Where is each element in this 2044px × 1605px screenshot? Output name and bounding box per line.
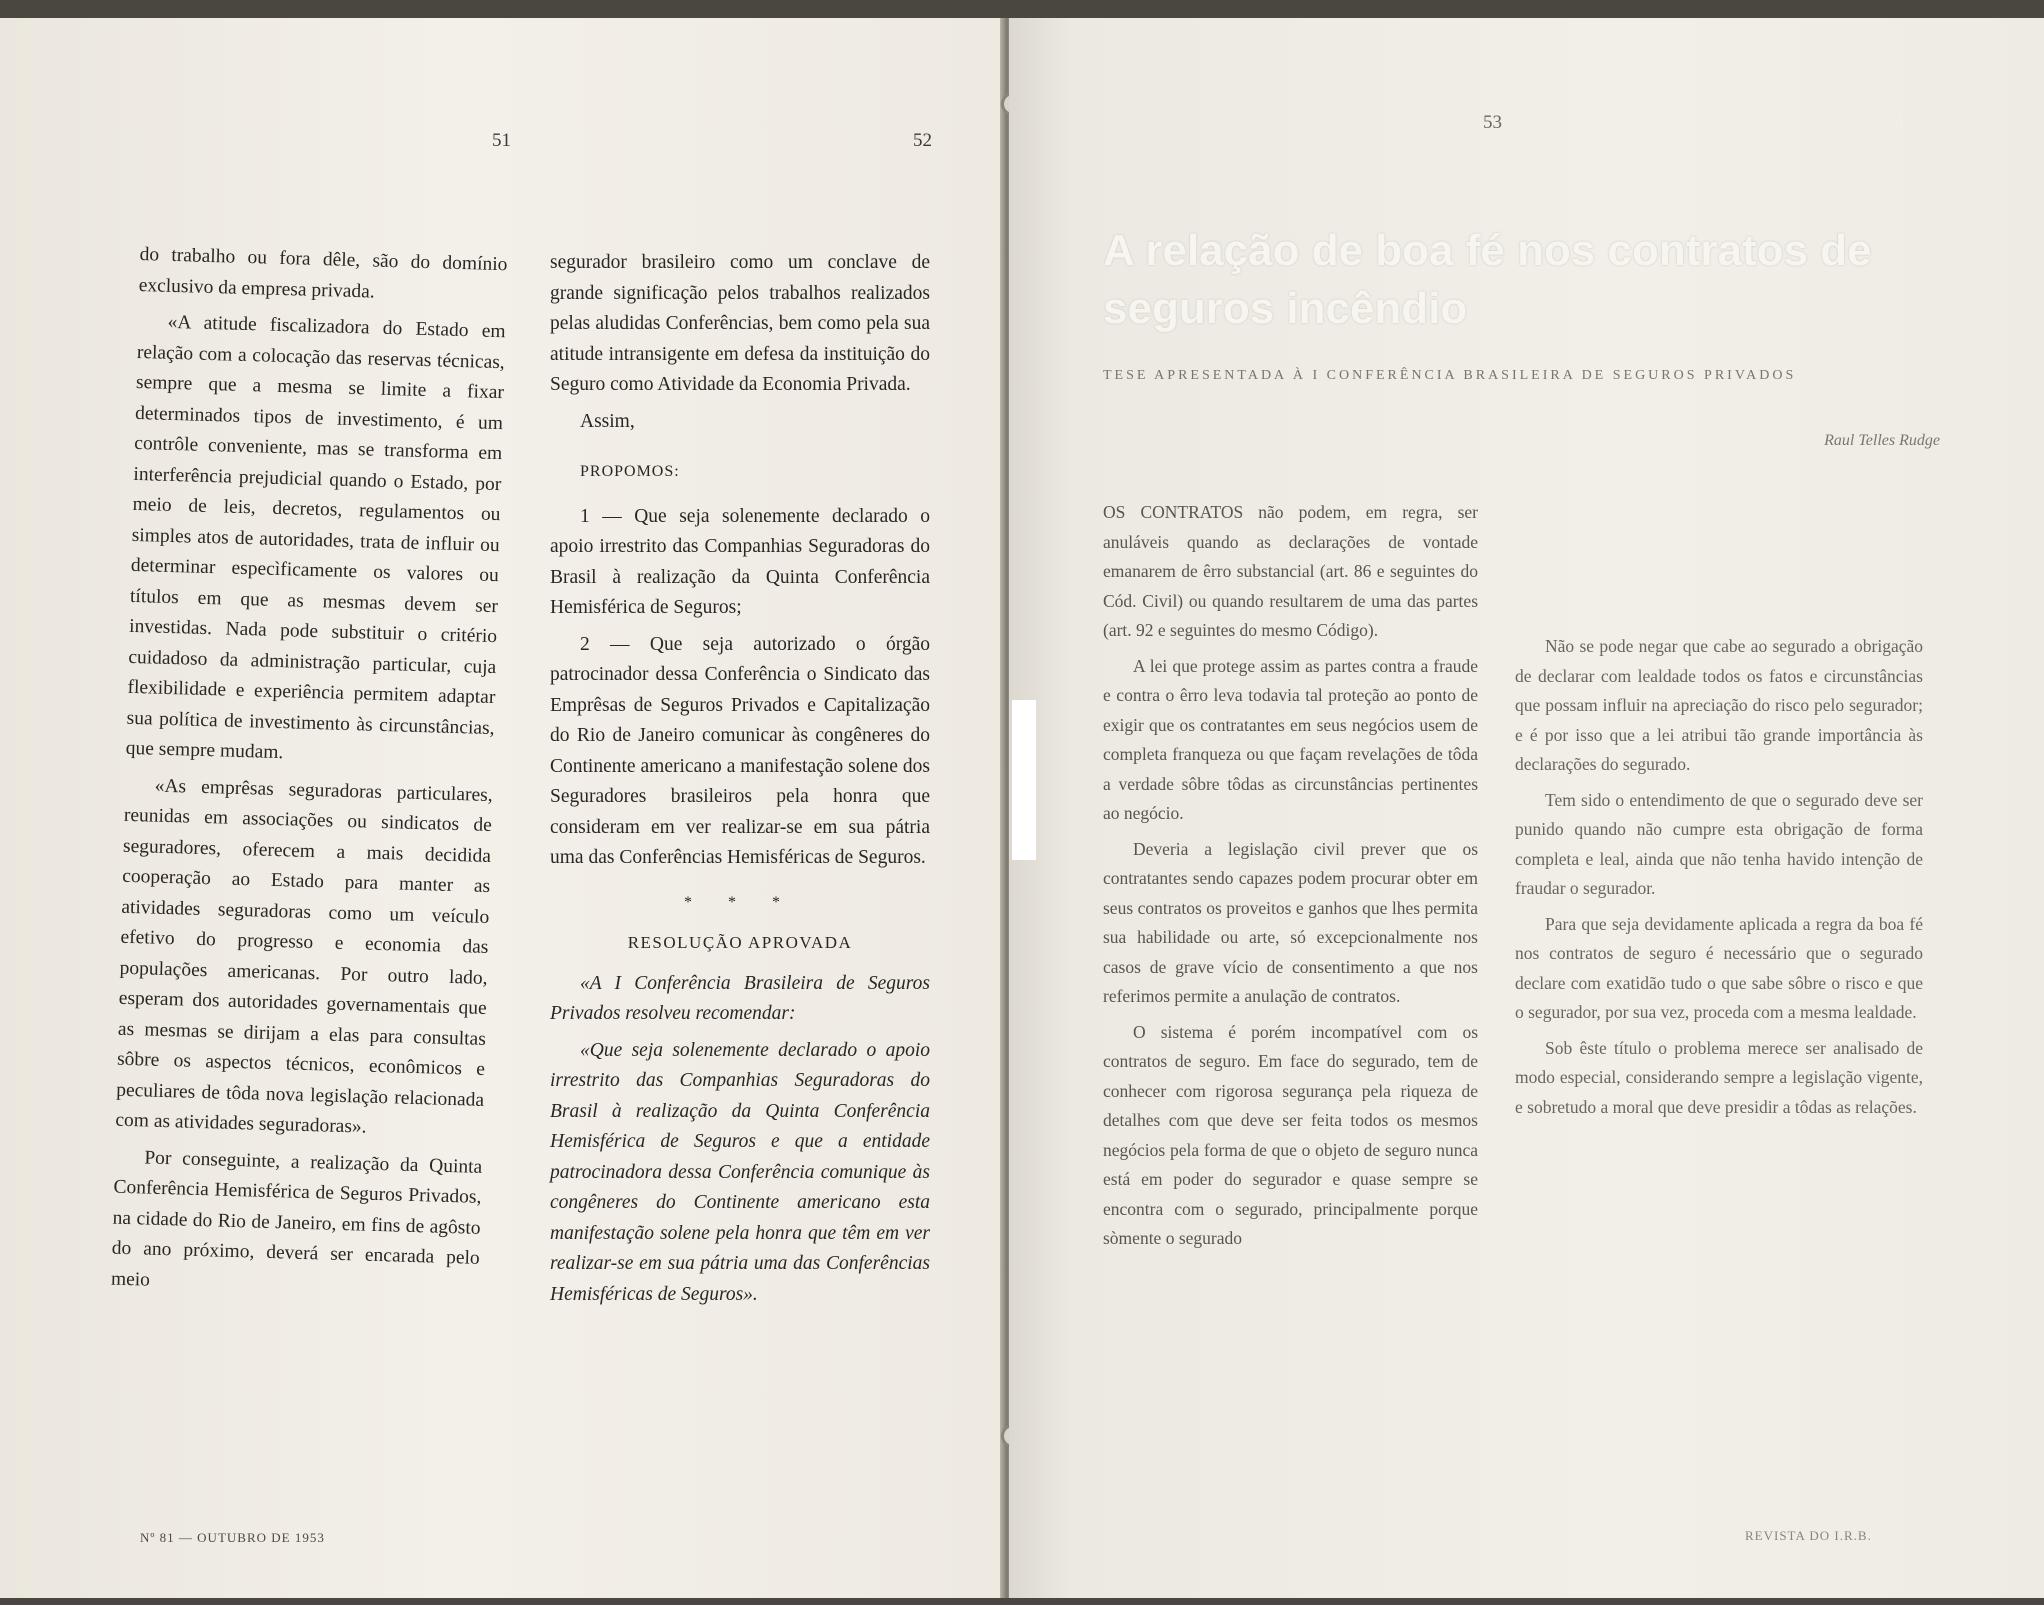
page-fold-highlight <box>1012 700 1036 860</box>
paragraph: Sob êste título o problema merece ser analisado de modo especial, considerando sempre a legislação vigente, e sobretudo a moral que deve presidir a tôdas as relações. <box>1515 1037 1923 1117</box>
page-number-54: 54 <box>1885 112 1904 133</box>
assim-text: Assim, <box>580 410 635 432</box>
paragraph: Não se pode negar que cabe ao segurado a obrigação de declarar com lealdade todos os fatos e circunstâncias que possam influir na apreciação do risco pelo segurador; e é por isso que a lei atribui tão grande importância às declarações do segurado. <box>1515 636 1923 774</box>
article-author: Raul Telles Rudge <box>1824 432 1940 449</box>
left-footer: Nº 81 — OUTUBRO DE 1953 <box>140 1530 325 1545</box>
resolution-heading: RESOLUÇÃO APROVADA <box>627 933 853 952</box>
resolution-quote: «Que seja solenemente declarado o apoio irrestrito das Companhias Seguradoras do Brasil à realização da Quinta Conferência Hemisférica de Seguros e que a entidade patrocinadora dessa Conferência comunique às congêneres do Continente americano esta manifestação solene pela honra que têm em ver realizar-se em sua pátria uma das Conferências Hemisféricas de Seguros». <box>550 1039 930 1305</box>
paragraph: «A atitude fiscalizadora do Estado em relação com a colocação das reservas técnicas, sempre que a mesma se limite a fixar determinados tipos de investimento, é um contrôle conveniente, mas se transforma em interferência prejudicial quando o Estado, por meio de leis, decretos, regulamentos ou simples atos de autoridades, trata de influir ou determinar especìficamente os valores ou títulos em que as mesmas devem ser investidas. Nada pode substituir o critério cuidadoso da administração particular, cuja flexibilidade e experiência permitem adaptar sua política de investimento às circunstâncias, que sempre mudam. <box>125 311 506 764</box>
paragraph: Para que seja devidamente aplicada a regra da boa fé nos contratos de seguro é necessário que o segurado declare com exatidão tudo o que sabe sôbre o risco e que o segurador, por sua vez, proceda com a mesma lealdade. <box>1515 913 1923 1022</box>
right-page-text-column-1 <box>1103 498 1478 1260</box>
article-subtitle: TESE APRESENTADA À I CONFERÊNCIA BRASILEIRA DE SEGUROS PRIVADOS <box>1103 368 1797 383</box>
paragraph: Tem sido o entendimento de que o segurado deve ser punido quando não cumpre esta obrigação de forma completa e leal, ainda que não tenha havido intenção de fraudar o segurador. <box>1515 789 1923 898</box>
paragraph: Por conseguinte, a realização da Quinta Conferência Hemisférica de Seguros Privados, na cidade do Rio de Janeiro, em fins de agôsto do ano próximo, deverá ser encarada pelo meio <box>110 1146 483 1291</box>
right-footer: REVISTA DO I.R.B. <box>1745 1528 1872 1543</box>
left-page-text-column <box>110 240 507 1311</box>
left-page <box>0 18 1006 1598</box>
section-divider-stars: * * * <box>684 893 796 911</box>
middle-page-text-column <box>550 248 930 1316</box>
paragraph: do trabalho ou fora dêle, são do domínio exclusivo da empresa privada. <box>138 243 508 303</box>
proposal-item-2: 2 — Que seja autorizado o órgão patrocinador dessa Conferência o Sindicato das Emprêsas de Seguros Privados e Capitalização do Rio de Janeiro comunicar às congêneres do Continente americano a manifestação solene dos Seguradores brasileiros pela honra que consideram em ver realizar-se em sua pátria uma das Conferências Hemisféricas de Seguros. <box>550 633 930 868</box>
paragraph: segurador brasileiro como um conclave de grande significação pelos trabalhos realizados pelas aludidas Conferências, bem como pela sua atitude intransigente em defesa da instituição do Seguro como Atividade da Economia Privada. <box>550 252 930 395</box>
paragraph: Deveria a legislação civil prever que os contratantes sendo capazes podem procurar obter em seus contratos os proveitos e ganhos que lhes permita sua habilidade ou arte, só excepcionalmente nos casos de grave vício de consentimento a que nos referimos permite a anulação de contratos. <box>1103 838 1478 1006</box>
article-title: A relação de boa fé nos contratos de seguros incêndio <box>1103 226 1872 333</box>
resolution-intro: «A I Conferência Brasileira de Seguros Privados resolveu recomendar: <box>550 972 930 1024</box>
paragraph: O sistema é porém incompatível com os contratos de seguro. Em face do segurado, tem de conhecer com rigorosa segurança pela riqueza de detalhes com que deve ser feita todos os mesmos negócios pela forma de que o objeto de seguro nunca está em poder do segurador e quase sempre se encontra com o segurado, principalmente porque sòmente o segurado <box>1103 1021 1478 1248</box>
paragraph: A lei que protege assim as partes contra a fraude e contra o êrro leva todavia tal proteção ao ponto de exigir que os contratantes em seus negócios usem de completa franqueza ou que façam revelações de tôda a verdade sôbre tôdas as circunstâncias pertinentes ao negócio. <box>1103 655 1478 823</box>
page-number-52: 52 <box>913 130 932 151</box>
paragraph: OS CONTRATOS não podem, em regra, ser anuláveis quando as declarações de vontade emanarem de êrro substancial (art. 86 e seguintes do Cód. Civil) ou quando resultarem de uma das partes (art. 92 e seguintes do mesmo Código). <box>1103 502 1478 640</box>
right-page-text-column-2 <box>1515 632 1923 1128</box>
proposal-item-1: 1 — Que seja solenemente declarado o apoio irrestrito das Companhias Seguradoras do Brasil à realização da Quinta Conferência Hemisférica de Seguros; <box>550 505 930 618</box>
paragraph: «As emprêsas seguradoras particulares, reunidas em associações ou sindicatos de seguradores, oferecem a mais decidida cooperação ao Estado para manter as atividades seguradoras como um veículo efetivo do progresso e economia das populações americanas. Por outro lado, esperam dos autoridades governamentais que as mesmas se dirijam a elas para consultas sôbre os aspectos técnicos, econômicos e peculiares de tôda nova legislação relacionada com as atividades seguradoras». <box>115 775 493 1138</box>
page-number-51: 51 <box>492 130 511 151</box>
propomos-heading: PROPOMOS: <box>580 463 680 480</box>
page-number-53: 53 <box>1483 112 1502 133</box>
